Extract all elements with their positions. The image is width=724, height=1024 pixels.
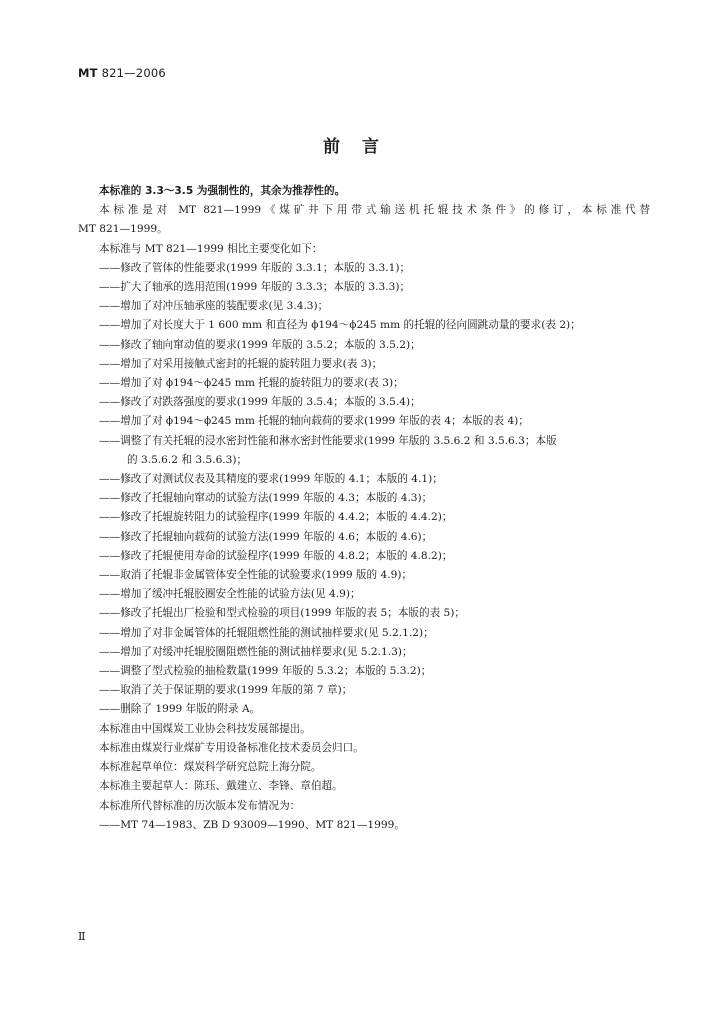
paragraph-revision-line1: 本标准是对 MT 821—1999《煤矿井下用带式输送机托辊技术条件》的修订，本标准代替 <box>99 204 650 217</box>
list-item: ——修改了对跌落强度的要求(1999 年版的 3.5.4；本版的 3.5.4)； <box>99 396 421 409</box>
page-title: 前言 <box>323 137 401 157</box>
list-item: ——增加了对长度大于 1 600 mm 和直径为 ϕ194～ϕ245 mm 的托辊的径向圆跳动量的要求(表 2)； <box>99 319 581 332</box>
list-item: ——增加了对采用接触式密封的托辊的旋转阻力要求(表 3)； <box>99 357 383 370</box>
list-item: ——修改了托辊使用寿命的试验程序(1999 年版的 4.8.2；本版的 4.8.2)； <box>99 549 453 562</box>
list-item: ——调整了型式检验的抽检数量(1999 年版的 5.3.2；本版的 5.3.2)； <box>99 665 432 678</box>
list-item: ——修改了托辊出厂检验和型式检验的项目(1999 年版的表 5；本版的表 5)； <box>99 607 466 620</box>
list-item: ——删除了 1999 年版的附录 A。 <box>99 703 261 716</box>
document-code-number: 821—2006 <box>101 66 166 80</box>
closing-history-intro: 本标准所代替标准的历次版本发布情况为： <box>99 799 301 812</box>
paragraph-changes-intro: 本标准与 MT 821—1999 相比主要变化如下： <box>99 242 323 255</box>
closing-section <box>78 720 650 835</box>
closing-history-list: ——MT 74—1983、ZB D 93009—1990、MT 821—1999。 <box>99 818 405 831</box>
list-item: ——增加了对 ϕ194～ϕ245 mm 托辊的旋转阻力的要求(表 3)； <box>99 377 404 390</box>
closing-proposer: 本标准由中国煤炭工业协会科技发展部提出。 <box>99 722 311 735</box>
list-item: ——增加了对缓冲托辊胶圈阻燃性能的测试抽样要求(见 5.2.1.3)； <box>99 645 413 658</box>
document-code <box>78 66 166 80</box>
list-item: ——修改了托辊旋转阻力的试验程序(1999 年版的 4.4.2；本版的 4.4.2)； <box>99 511 453 524</box>
closing-drafting-unit: 本标准起草单位：煤炭科学研究总院上海分院。 <box>99 761 322 774</box>
list-item: ——取消了关于保证期的要求(1999 年版的第 7 章)； <box>99 684 353 697</box>
list-item: ——扩大了轴承的选用范围(1999 年版的 3.3.3；本版的 3.3.3)； <box>99 281 411 294</box>
paragraph-mandatory-note: 本标准的 3.3～3.5 为强制性的，其余为推荐性的。 <box>99 185 346 197</box>
paragraph-revision-line2: MT 821—1999。 <box>78 223 168 236</box>
list-item: ——修改了对测试仪表及其精度的要求(1999 年版的 4.1；本版的 4.1)； <box>99 473 443 486</box>
list-item: ——增加了缓冲托辊胶圈安全性能的试验方法(见 4.9)； <box>99 588 361 601</box>
list-item: ——修改了管体的性能要求(1999 年版的 3.3.1；本版的 3.3.1)； <box>99 261 411 274</box>
list-item-continuation: 的 3.5.6.2 和 3.5.6.3)； <box>127 453 248 466</box>
list-item: ——修改了轴向窜动值的要求(1999 年版的 3.5.2；本版的 3.5.2)； <box>99 338 421 351</box>
document-code-prefix: MT <box>78 66 98 80</box>
list-item: ——增加了对 ϕ194～ϕ245 mm 托辊的轴向载荷的要求(1999 年版的表 4；本版的表 4)； <box>99 415 529 428</box>
list-item: ——增加了对非金属管体的托辊阻燃性能的测试抽样要求(见 5.2.1.2)； <box>99 626 434 639</box>
list-item: ——增加了对冲压轴承座的装配要求(见 3.4.3)； <box>99 300 329 313</box>
list-item: ——调整了有关托辊的浸水密封性能和淋水密封性能要求(1999 年版的 3.5.6.2 和 3.5.6.3；本版 <box>99 434 557 447</box>
document-body <box>78 182 650 835</box>
closing-drafters: 本标准主要起草人：陈珏、戴建立、李锋、章伯超。 <box>99 780 343 793</box>
list-item: ——取消了托辊非金属管体安全性能的试验要求(1999 版的 4.9)； <box>99 569 413 582</box>
list-item: ——修改了托辊轴向载荷的试验方法(1999 年版的 4.6；本版的 4.6)； <box>99 530 433 543</box>
list-item: ——修改了托辊轴向窜动的试验方法(1999 年版的 4.3；本版的 4.3)； <box>99 492 433 505</box>
closing-committee: 本标准由煤炭行业煤矿专用设备标准化技术委员会归口。 <box>99 741 364 754</box>
page-number: Ⅱ <box>78 930 86 943</box>
changes-list <box>78 259 650 720</box>
